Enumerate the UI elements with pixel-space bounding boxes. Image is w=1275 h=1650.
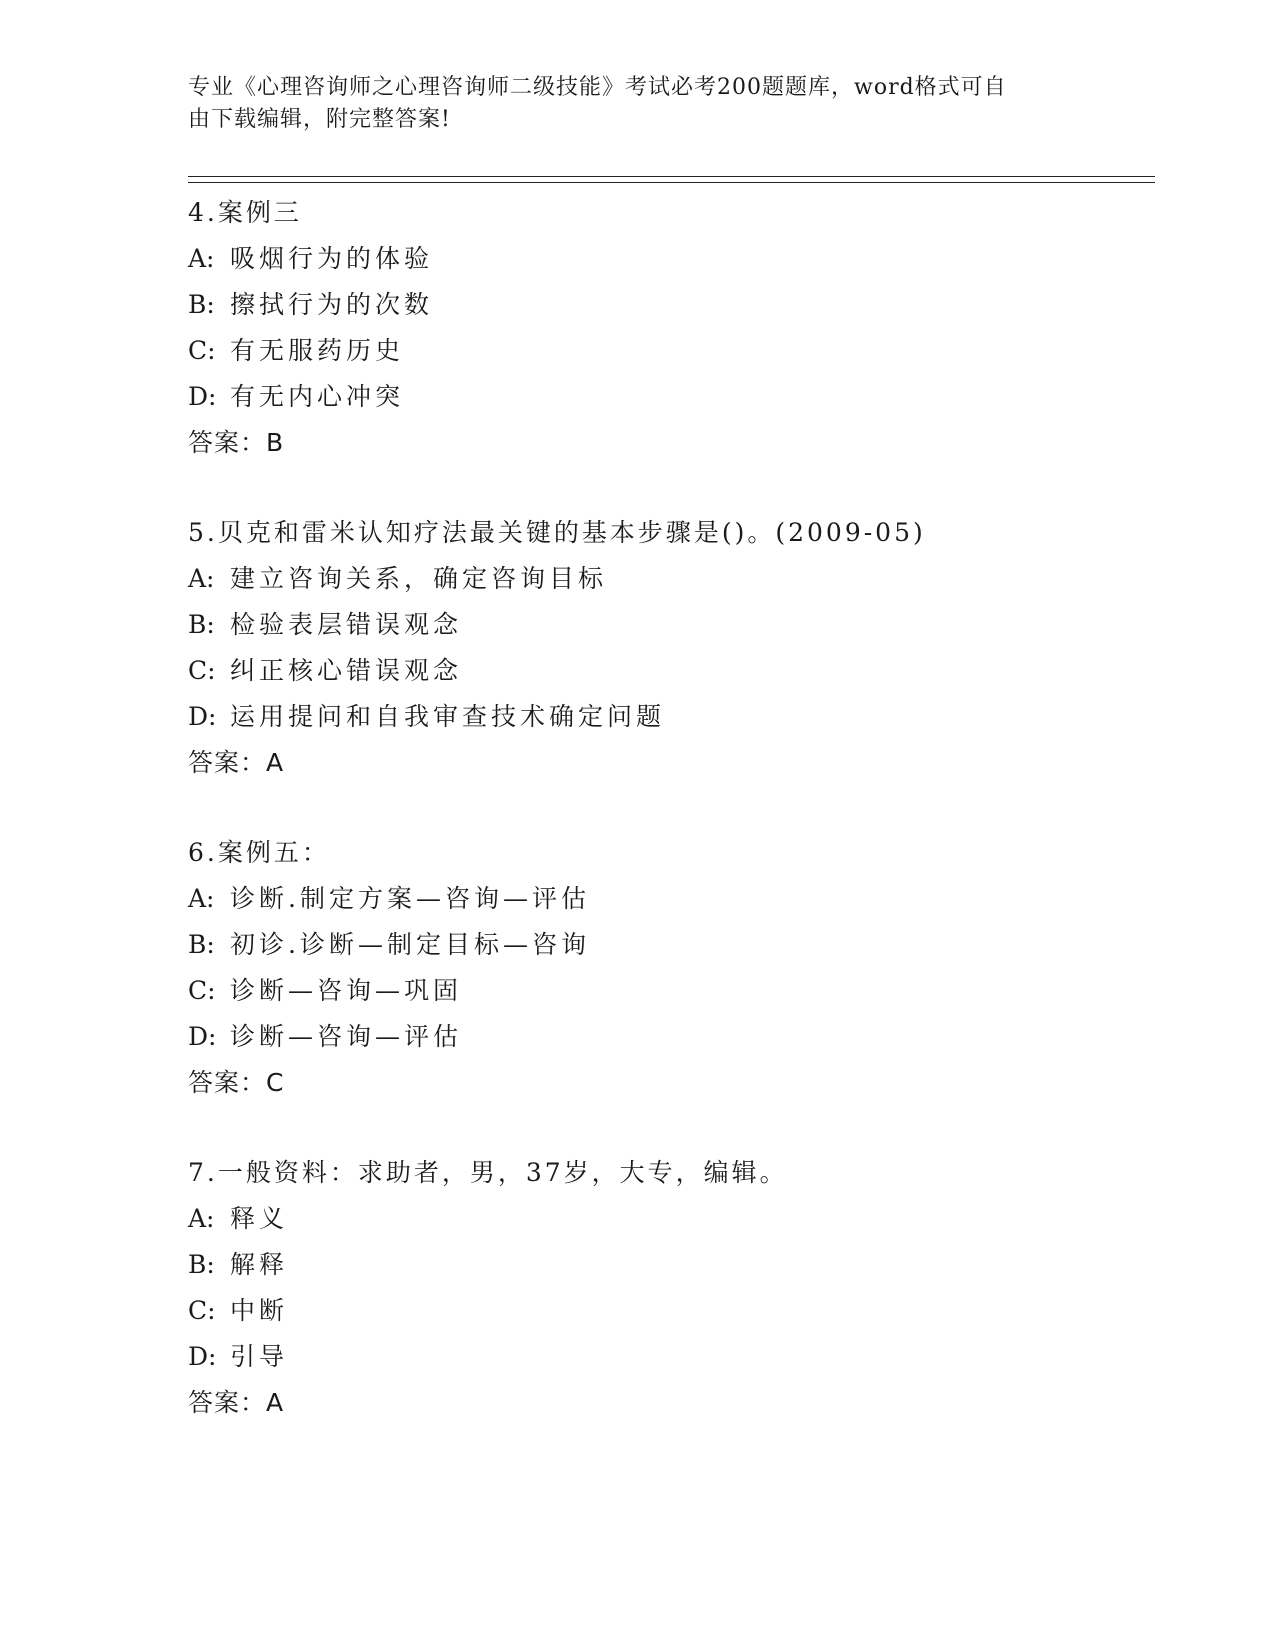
option-label: A: (188, 564, 215, 593)
option-d (188, 694, 1148, 740)
option-text: 诊断.制定方案—咨询—评估 (230, 884, 590, 913)
question-stem: 6.案例五： (188, 838, 330, 867)
option-text: 初诊.诊断—制定目标—咨询 (230, 930, 590, 959)
question-stem: 5.贝克和雷米认知疗法最关键的基本步骤是()。(2009-05) (188, 518, 926, 547)
option-label: B: (188, 610, 215, 639)
option-a (188, 236, 1148, 282)
option-c (188, 328, 1148, 374)
header-line-2: 由下载编辑，附完整答案! (188, 107, 451, 132)
option-text: 纠正核心错误观念 (230, 656, 463, 685)
question-list (188, 190, 1148, 1470)
answer: 答案：C (188, 1068, 285, 1097)
header-divider-bottom (188, 182, 1155, 183)
option-b (188, 602, 1148, 648)
option-text: 有无服药历史 (230, 336, 405, 365)
option-c (188, 968, 1148, 1014)
option-label: A: (188, 244, 215, 273)
option-d (188, 374, 1148, 420)
option-label: B: (188, 290, 215, 319)
option-label: D: (188, 382, 217, 411)
header-line-1: 专业《心理咨询师之心理咨询师二级技能》考试必考200题题库，word格式可自 (188, 75, 1007, 100)
option-text: 释义 (230, 1204, 289, 1233)
option-b (188, 282, 1148, 328)
option-label: D: (188, 1022, 217, 1051)
option-b (188, 922, 1148, 968)
header-divider-top (188, 176, 1155, 177)
answer: 答案：A (188, 1388, 285, 1417)
question-stem: 4.案例三 (188, 198, 302, 227)
option-text: 擦拭行为的次数 (230, 290, 434, 319)
question-5 (188, 510, 1148, 786)
option-label: C: (188, 1296, 216, 1325)
option-c (188, 1288, 1148, 1334)
option-text: 诊断—咨询—巩固 (230, 976, 463, 1005)
option-label: C: (188, 336, 216, 365)
option-text: 中断 (230, 1296, 289, 1325)
option-text: 吸烟行为的体验 (230, 244, 434, 273)
answer: 答案：A (188, 748, 285, 777)
option-label: A: (188, 1204, 215, 1233)
option-a (188, 876, 1148, 922)
option-c (188, 648, 1148, 694)
option-d (188, 1014, 1148, 1060)
question-stem: 7.一般资料：求助者，男，37岁，大专，编辑。 (188, 1158, 788, 1187)
option-text: 诊断—咨询—评估 (230, 1022, 463, 1051)
option-label: D: (188, 702, 217, 731)
question-6 (188, 830, 1148, 1106)
option-text: 建立咨询关系，确定咨询目标 (230, 564, 608, 593)
answer: 答案：B (188, 428, 285, 457)
option-label: C: (188, 656, 216, 685)
option-a (188, 556, 1148, 602)
option-text: 检验表层错误观念 (230, 610, 463, 639)
document-header (188, 72, 1068, 136)
option-text: 引导 (230, 1342, 289, 1371)
option-text: 运用提问和自我审查技术确定问题 (230, 702, 666, 731)
option-label: B: (188, 1250, 215, 1279)
option-label: D: (188, 1342, 217, 1371)
question-7 (188, 1150, 1148, 1426)
option-a (188, 1196, 1148, 1242)
option-text: 有无内心冲突 (230, 382, 405, 411)
option-text: 解释 (230, 1250, 289, 1279)
option-b (188, 1242, 1148, 1288)
option-label: A: (188, 884, 215, 913)
option-label: B: (188, 930, 215, 959)
option-label: C: (188, 976, 216, 1005)
question-4 (188, 190, 1148, 466)
option-d (188, 1334, 1148, 1380)
